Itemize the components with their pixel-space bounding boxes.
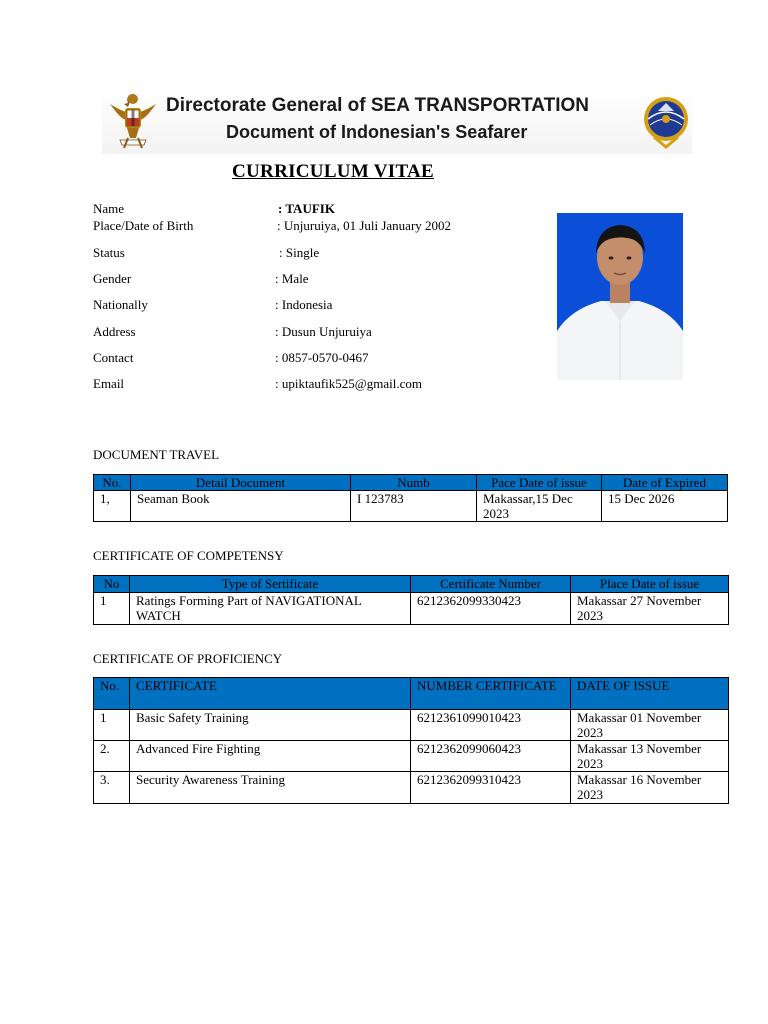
cell-no: 3. xyxy=(94,772,130,804)
document-travel-table xyxy=(93,474,728,522)
header-cell: Detail Document xyxy=(131,475,351,491)
cell-certificate: Ratings Forming Part of NAVIGATIONAL WATCH xyxy=(130,593,411,625)
cell-number: I 123783 xyxy=(351,491,477,522)
cell-issue: Makassar 01 November 2023 xyxy=(571,710,729,741)
header-cell: Date of Expired xyxy=(602,475,728,491)
header-cell: Place Date of issue xyxy=(571,576,729,593)
table-row xyxy=(94,710,729,741)
header-cell: CERTIFICATE xyxy=(130,678,411,710)
cell-issue: Makassar 27 November 2023 xyxy=(571,593,729,625)
status-label: Status xyxy=(93,245,125,260)
contact-value: : 0857-0570-0467 xyxy=(275,350,369,365)
header-cell: Certificate Number xyxy=(411,576,571,593)
cell-number: 6212362099060423 xyxy=(411,741,571,772)
competency-heading: CERTIFICATE OF COMPETENSY xyxy=(93,548,284,563)
address-label: Address xyxy=(93,324,136,339)
competency-table xyxy=(93,575,729,625)
document-travel-heading: DOCUMENT TRAVEL xyxy=(93,447,220,462)
page-title: CURRICULUM VITAE xyxy=(232,161,435,182)
header-cell: No. xyxy=(94,475,131,491)
name-value: : TAUFIK xyxy=(278,201,335,216)
cell-issue: Makassar 16 November 2023 xyxy=(571,772,729,804)
header-line-1: Directorate General of SEA TRANSPORTATION xyxy=(166,95,589,116)
email-label: Email xyxy=(93,376,125,391)
cell-issue: Makassar,15 Dec 2023 xyxy=(477,491,602,522)
cell-document: Seaman Book xyxy=(131,491,351,522)
cell-certificate: Security Awareness Training xyxy=(130,772,411,804)
gender-value: : Male xyxy=(275,271,309,286)
header-line-2: Document of Indonesian's Seafarer xyxy=(226,122,528,142)
nationality-value: : Indonesia xyxy=(275,297,333,312)
proficiency-table xyxy=(93,677,729,804)
contact-label: Contact xyxy=(93,350,134,365)
header-cell: Type of Sertificate xyxy=(130,576,411,593)
header-cell: No xyxy=(94,576,130,593)
header-cell: Numb xyxy=(351,475,477,491)
address-value: : Dusun Unjuruiya xyxy=(275,324,372,339)
table-row xyxy=(94,491,728,522)
status-value: : Single xyxy=(279,245,320,260)
header-cell: NUMBER CERTIFICATE xyxy=(411,678,571,710)
proficiency-heading: CERTIFICATE OF PROFICIENCY xyxy=(93,651,283,666)
header-banner xyxy=(102,88,692,154)
ministry-seal-icon xyxy=(640,91,692,151)
garuda-emblem-icon xyxy=(106,90,160,152)
profile-photo xyxy=(557,213,683,380)
cell-no: 2. xyxy=(94,741,130,772)
cell-number: 6212362099310423 xyxy=(411,772,571,804)
cell-number: 6212362099330423 xyxy=(411,593,571,625)
nationality-label: Nationally xyxy=(93,297,148,312)
cell-no: 1 xyxy=(94,710,130,741)
cell-number: 6212361099010423 xyxy=(411,710,571,741)
cell-certificate: Basic Safety Training xyxy=(130,710,411,741)
birth-value: : Unjuruiya, 01 Juli January 2002 xyxy=(277,218,452,233)
table-row xyxy=(94,593,729,625)
cell-no: 1 xyxy=(94,593,130,625)
email-value: : upiktaufik525@gmail.com xyxy=(275,376,423,391)
header-cell: Pace Date of issue xyxy=(477,475,602,491)
table-row xyxy=(94,772,729,804)
header-cell: No. xyxy=(94,678,130,710)
name-label: Name xyxy=(93,201,125,216)
header-cell: DATE OF ISSUE xyxy=(571,678,729,710)
cell-no: 1, xyxy=(94,491,131,522)
birth-label: Place/Date of Birth xyxy=(93,218,194,233)
table-row xyxy=(94,741,729,772)
cell-issue: Makassar 13 November 2023 xyxy=(571,741,729,772)
cell-certificate: Advanced Fire Fighting xyxy=(130,741,411,772)
gender-label: Gender xyxy=(93,271,132,286)
cell-expiry: 15 Dec 2026 xyxy=(602,491,728,522)
